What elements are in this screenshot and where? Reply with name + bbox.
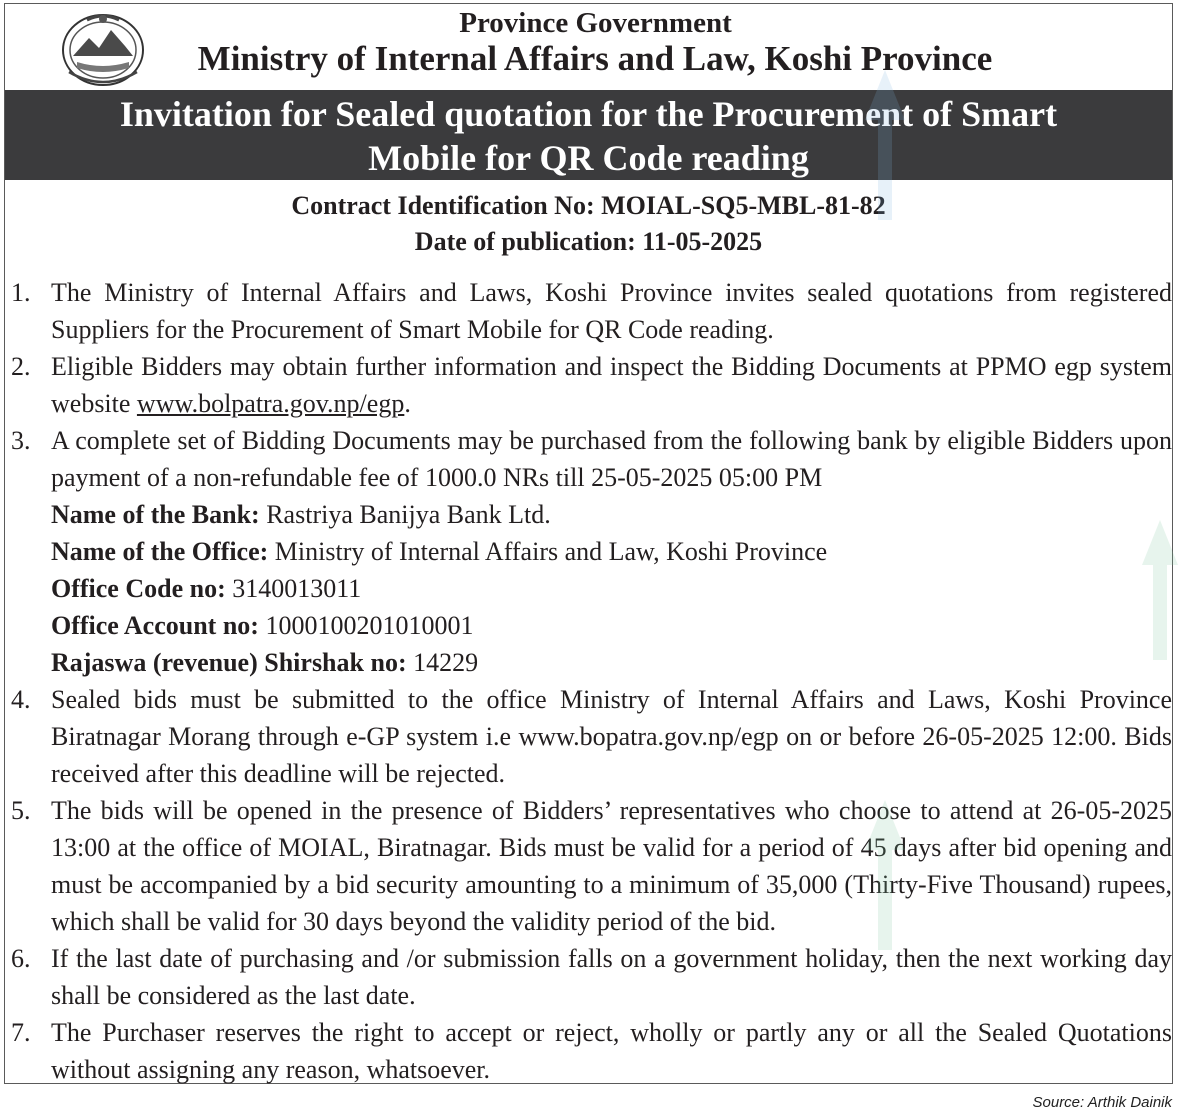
banner-line-1: Invitation for Sealed quotation for the Procurement of Smart xyxy=(119,94,1058,134)
clause-text: If the last date of purchasing and /or submission falls on a government holiday, then the next working day shall be considered as the last date. xyxy=(51,944,1172,1010)
revenue-shirshak-row xyxy=(51,644,1172,681)
clause-number: 2. xyxy=(11,352,31,381)
bank-name-value: Rastriya Banijya Bank Ltd. xyxy=(259,500,551,529)
clause-number: 1. xyxy=(11,278,31,307)
banner-line-2: Mobile for QR Code reading xyxy=(368,138,809,178)
office-name-row xyxy=(51,533,1172,570)
office-account-label: Office Account no: xyxy=(51,611,259,640)
clause-text: The Ministry of Internal Affairs and Laws, Koshi Province invites sealed quotations from registered Suppliers for the Procurement of Smart Mobile for QR Code reading. xyxy=(51,278,1172,344)
ministry-title: Ministry of Internal Affairs and Law, Koshi Province xyxy=(197,39,993,78)
revenue-shirshak-label: Rajaswa (revenue) Shirshak no: xyxy=(51,648,407,677)
office-code-row xyxy=(51,570,1172,607)
clause-4 xyxy=(5,681,1172,792)
clause-2 xyxy=(5,348,1172,422)
clause-text: Eligible Bidders may obtain further information and inspect the Bidding Documents at PPMO egp system website xyxy=(51,352,1172,418)
clause-number: 3. xyxy=(11,426,31,455)
office-code-value: 3140013011 xyxy=(225,574,362,603)
clause-7 xyxy=(5,1014,1172,1088)
office-name-value: Ministry of Internal Affairs and Law, Koshi Province xyxy=(268,537,828,566)
clause-3 xyxy=(5,422,1172,681)
clause-number: 5. xyxy=(11,796,31,825)
source-credit: Source: Arthik Dainik xyxy=(1032,1094,1172,1111)
clause-text: A complete set of Bidding Documents may be purchased from the following bank by eligible Bidders upon payment of a non-refundable fee of 1000.0 NRs till 25-05-2025 05:00 PM xyxy=(51,426,1172,492)
clause-5 xyxy=(5,792,1172,940)
clause-number: 7. xyxy=(11,1018,31,1047)
province-title: Province Government xyxy=(459,7,732,39)
clause-6 xyxy=(5,940,1172,1014)
office-account-row xyxy=(51,607,1172,644)
office-code-label: Office Code no: xyxy=(51,574,226,603)
clause-number: 4. xyxy=(11,685,31,714)
contract-id: Contract Identification No: MOIAL-SQ5-MBL-81-82 xyxy=(291,191,886,220)
title-banner xyxy=(5,90,1172,180)
office-account-value: 1000100201010001 xyxy=(258,611,474,640)
bank-name-label: Name of the Bank: xyxy=(51,500,260,529)
egp-link[interactable]: www.bolpatra.gov.np/egp xyxy=(136,389,405,418)
office-name-label: Name of the Office: xyxy=(51,537,269,566)
clause-text: The Purchaser reserves the right to accept or reject, wholly or partly any or all the Sealed Quotations without assigning any reason, whatsoever. xyxy=(51,1018,1172,1084)
clause-text: Sealed bids must be submitted to the office Ministry of Internal Affairs and Laws, Koshi Province Biratnagar Morang through e-GP system i.e www.bopatra.gov.np/egp on or before 26-05-2025 12:00. Bids received after this deadline will be rejected. xyxy=(51,685,1172,788)
notice-clauses xyxy=(5,274,1172,1088)
clause-text: The bids will be opened in the presence of Bidders’ representatives who choose to attend at 26-05-2025 13:00 at the office of MOIAL, Biratnagar. Bids must be valid for a period of 45 days after bid opening and must be accompanied by a bid security amounting to a minimum of 35,000 (Thirty-Five Thousand) rupees, which shall be valid for 30 days beyond the validity period of the bid. xyxy=(51,796,1172,936)
clause-number: 6. xyxy=(11,944,31,973)
clause-1 xyxy=(5,274,1172,348)
bank-name-row xyxy=(51,496,1172,533)
clause-text-end: . xyxy=(404,389,411,418)
revenue-shirshak-value: 14229 xyxy=(406,648,479,677)
notice-header xyxy=(5,4,1172,90)
notice-frame xyxy=(4,3,1173,1084)
publication-date: Date of publication: 11-05-2025 xyxy=(414,227,763,256)
